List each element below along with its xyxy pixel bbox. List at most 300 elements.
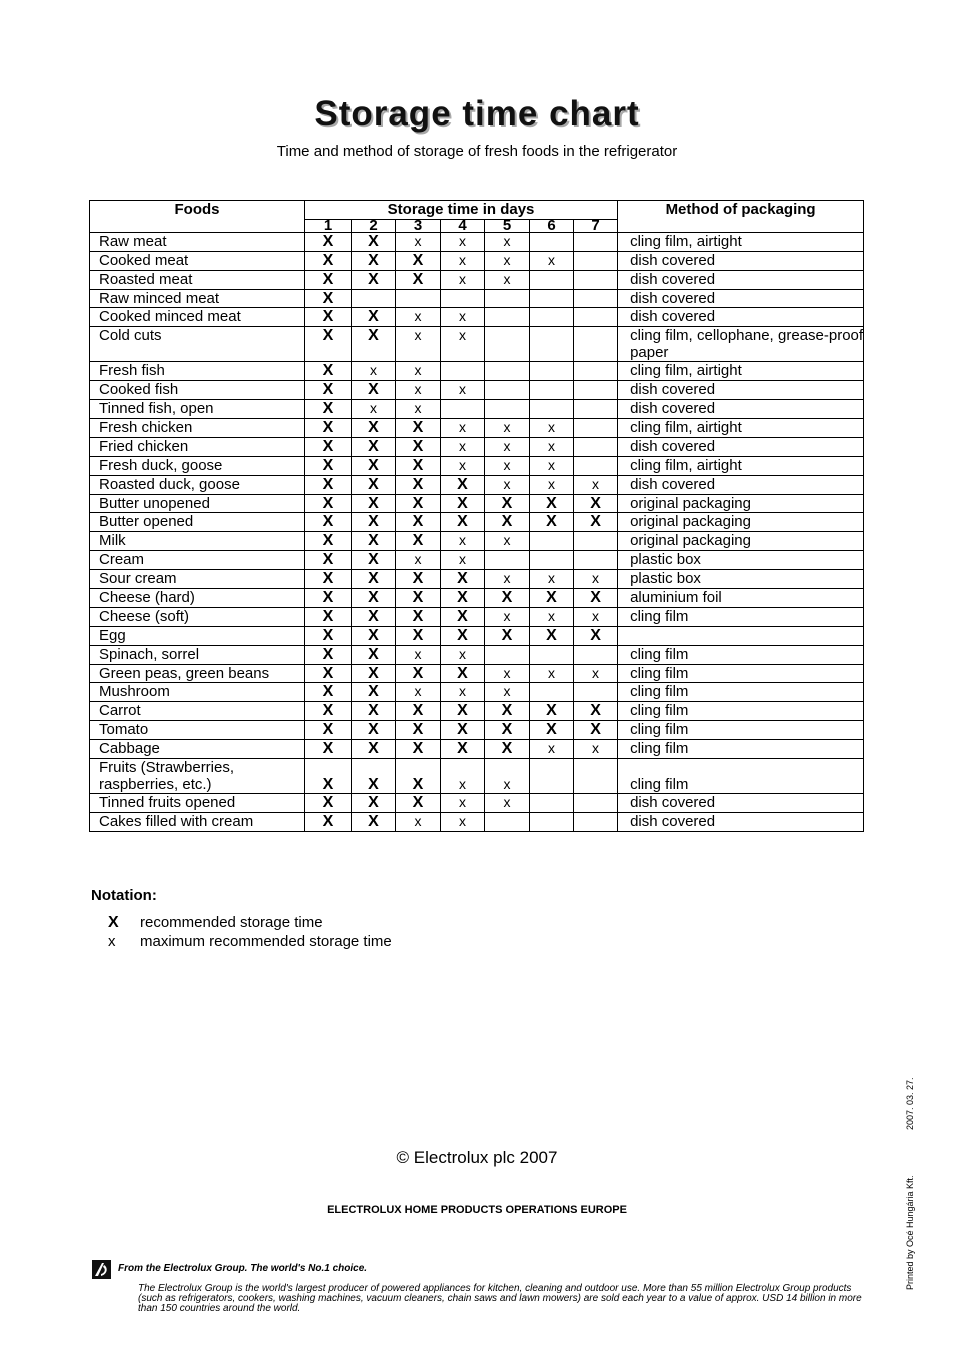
day-number: 2 — [352, 219, 396, 232]
storage-day-cell — [485, 289, 530, 308]
storage-day-cell: X — [352, 419, 396, 438]
table-row — [90, 494, 864, 513]
storage-day-cell — [485, 645, 530, 664]
storage-day-cell: x — [441, 419, 485, 438]
storage-day-cell: X — [530, 513, 574, 532]
storage-day-cell — [530, 327, 574, 362]
storage-day-cell: X — [305, 437, 352, 456]
storage-day-cell: x — [530, 251, 574, 270]
table-body — [90, 232, 864, 831]
packaging-method: cling film — [618, 664, 864, 683]
storage-day-cell: x — [485, 532, 530, 551]
storage-day-cell — [574, 532, 618, 551]
food-name: Fruits (Strawberries, raspberries, etc.) — [90, 759, 305, 794]
storage-day-cell: X — [396, 437, 441, 456]
storage-day-cell: X — [441, 475, 485, 494]
storage-day-cell — [530, 308, 574, 327]
notation-item-maximum — [108, 933, 392, 950]
storage-day-cell: X — [396, 740, 441, 759]
storage-day-cell: X — [305, 381, 352, 400]
storage-day-cell — [530, 532, 574, 551]
storage-day-cell — [485, 381, 530, 400]
day-number: 3 — [396, 219, 441, 232]
storage-day-cell: x — [441, 551, 485, 570]
storage-day-cell: X — [530, 626, 574, 645]
table-row — [90, 683, 864, 702]
storage-day-cell: X — [352, 702, 396, 721]
food-name: Roasted duck, goose — [90, 475, 305, 494]
table-row — [90, 645, 864, 664]
table-row — [90, 419, 864, 438]
food-name: Cooked fish — [90, 381, 305, 400]
storage-day-cell: X — [305, 456, 352, 475]
storage-day-cell: X — [530, 494, 574, 513]
food-name: Fried chicken — [90, 437, 305, 456]
storage-day-cell: X — [396, 513, 441, 532]
storage-day-cell — [441, 289, 485, 308]
storage-day-cell: x — [441, 251, 485, 270]
storage-day-cell: X — [352, 759, 396, 794]
notation-symbol: X — [108, 914, 119, 931]
storage-day-cell: x — [441, 308, 485, 327]
storage-day-cell — [574, 551, 618, 570]
food-name: Cheese (soft) — [90, 607, 305, 626]
food-name: Butter unopened — [90, 494, 305, 513]
storage-day-cell: x — [441, 270, 485, 289]
table-row — [90, 327, 864, 362]
storage-day-cell: x — [485, 759, 530, 794]
storage-day-cell: X — [352, 532, 396, 551]
food-name: Carrot — [90, 702, 305, 721]
storage-day-cell: X — [305, 551, 352, 570]
storage-day-cell: X — [441, 702, 485, 721]
storage-day-cell — [574, 456, 618, 475]
storage-day-cell: X — [305, 475, 352, 494]
packaging-method: dish covered — [618, 437, 864, 456]
packaging-method: cling film — [618, 645, 864, 664]
storage-day-cell: X — [441, 570, 485, 589]
footer-tagline: From the Electrolux Group. The world's No.1 choice. — [118, 1263, 368, 1274]
storage-day-cell: X — [352, 645, 396, 664]
storage-day-cell: X — [574, 589, 618, 608]
storage-day-cell: X — [352, 327, 396, 362]
storage-day-cell — [574, 400, 618, 419]
food-name: Cabbage — [90, 740, 305, 759]
storage-day-cell: x — [530, 437, 574, 456]
packaging-method: cling film, cellophane, grease-proof paper — [618, 327, 864, 362]
storage-day-cell: X — [574, 494, 618, 513]
storage-day-cell: x — [396, 683, 441, 702]
storage-day-cell: X — [485, 513, 530, 532]
food-name: Fresh chicken — [90, 419, 305, 438]
day-number: 1 — [305, 219, 352, 232]
packaging-method: cling film — [618, 721, 864, 740]
day-number: 7 — [574, 219, 618, 232]
storage-day-cell: x — [396, 232, 441, 251]
storage-day-cell: X — [396, 759, 441, 794]
storage-day-cell: x — [530, 570, 574, 589]
storage-day-cell — [485, 812, 530, 831]
storage-day-cell: x — [530, 607, 574, 626]
food-name: Tomato — [90, 721, 305, 740]
food-name: Cakes filled with cream — [90, 812, 305, 831]
storage-day-cell: X — [305, 740, 352, 759]
storage-day-cell: X — [352, 794, 396, 813]
food-name: Butter opened — [90, 513, 305, 532]
storage-day-cell: X — [396, 702, 441, 721]
food-name: Cold cuts — [90, 327, 305, 362]
storage-day-cell: x — [441, 683, 485, 702]
printer-credit: Printed by Océ Hungária Kft. — [905, 1175, 915, 1290]
storage-day-cell: x — [441, 812, 485, 831]
food-name: Mushroom — [90, 683, 305, 702]
storage-day-cell: x — [396, 812, 441, 831]
storage-day-cell: X — [352, 251, 396, 270]
storage-day-cell: X — [305, 513, 352, 532]
storage-day-cell: x — [485, 475, 530, 494]
storage-day-cell — [574, 289, 618, 308]
storage-day-cell: X — [305, 308, 352, 327]
table-row — [90, 400, 864, 419]
storage-day-cell — [574, 327, 618, 362]
notation-title: Notation: — [91, 887, 157, 904]
storage-day-cell — [485, 551, 530, 570]
storage-day-cell: X — [305, 532, 352, 551]
storage-day-cell: X — [441, 513, 485, 532]
storage-day-cell: X — [305, 589, 352, 608]
notation-text: maximum recommended storage time — [140, 933, 392, 950]
storage-day-cell: X — [305, 759, 352, 794]
day-number: 6 — [530, 219, 574, 232]
division-name: ELECTROLUX HOME PRODUCTS OPERATIONS EUROPE — [327, 1204, 627, 1216]
notation-text: recommended storage time — [140, 914, 323, 931]
storage-day-cell: X — [396, 794, 441, 813]
day-number: 5 — [485, 219, 530, 232]
packaging-method: dish covered — [618, 251, 864, 270]
storage-day-cell: x — [441, 381, 485, 400]
packaging-method: cling film — [618, 740, 864, 759]
storage-day-cell — [530, 270, 574, 289]
packaging-method: dish covered — [618, 289, 864, 308]
packaging-method: cling film — [618, 759, 864, 794]
packaging-method: original packaging — [618, 532, 864, 551]
food-name: Fresh duck, goose — [90, 456, 305, 475]
storage-day-cell: X — [396, 251, 441, 270]
storage-day-cell: x — [441, 327, 485, 362]
storage-day-cell: x — [485, 232, 530, 251]
storage-day-cell: x — [530, 419, 574, 438]
table-row — [90, 740, 864, 759]
packaging-method: original packaging — [618, 513, 864, 532]
storage-day-cell: X — [396, 270, 441, 289]
storage-day-cell: X — [352, 513, 396, 532]
table-row — [90, 362, 864, 381]
day-number: 4 — [441, 219, 485, 232]
storage-day-cell: X — [352, 683, 396, 702]
storage-day-cell: X — [441, 494, 485, 513]
storage-day-cell — [352, 289, 396, 308]
storage-day-cell: x — [396, 308, 441, 327]
storage-day-cell: X — [352, 721, 396, 740]
table-row — [90, 308, 864, 327]
storage-day-cell — [441, 400, 485, 419]
food-name: Tinned fruits opened — [90, 794, 305, 813]
storage-day-cell — [574, 645, 618, 664]
storage-day-cell — [485, 327, 530, 362]
storage-day-cell — [530, 683, 574, 702]
page-subtitle: Time and method of storage of fresh foods in the refrigerator — [276, 143, 678, 160]
table-row — [90, 570, 864, 589]
storage-day-cell: x — [441, 456, 485, 475]
storage-day-cell: x — [396, 381, 441, 400]
storage-day-cell — [574, 362, 618, 381]
storage-day-cell: X — [305, 289, 352, 308]
food-name: Cheese (hard) — [90, 589, 305, 608]
storage-day-cell: x — [396, 400, 441, 419]
storage-day-cell: X — [305, 400, 352, 419]
packaging-method: dish covered — [618, 270, 864, 289]
storage-day-cell: x — [530, 475, 574, 494]
food-name: Cooked minced meat — [90, 308, 305, 327]
storage-day-cell: X — [396, 589, 441, 608]
food-name: Milk — [90, 532, 305, 551]
storage-day-cell: X — [396, 532, 441, 551]
storage-day-cell: X — [352, 475, 396, 494]
storage-day-cell — [574, 759, 618, 794]
packaging-method — [618, 626, 864, 645]
table-row — [90, 589, 864, 608]
storage-day-cell: x — [441, 645, 485, 664]
storage-day-cell: X — [352, 570, 396, 589]
packaging-method: cling film, airtight — [618, 456, 864, 475]
storage-day-cell: x — [530, 740, 574, 759]
storage-day-cell — [530, 551, 574, 570]
storage-day-cell — [574, 812, 618, 831]
food-name: Egg — [90, 626, 305, 645]
storage-day-cell: X — [352, 494, 396, 513]
table-row — [90, 702, 864, 721]
storage-day-cell — [530, 794, 574, 813]
storage-day-cell: X — [441, 664, 485, 683]
table-row — [90, 475, 864, 494]
storage-day-cell: x — [485, 437, 530, 456]
storage-day-cell: x — [485, 419, 530, 438]
storage-day-cell: x — [485, 664, 530, 683]
table-row — [90, 532, 864, 551]
table-row — [90, 456, 864, 475]
storage-day-cell: x — [485, 683, 530, 702]
storage-day-cell: x — [441, 232, 485, 251]
storage-day-cell: X — [485, 494, 530, 513]
storage-day-cell: X — [352, 381, 396, 400]
storage-day-cell: X — [305, 419, 352, 438]
copyright: © Electrolux plc 2007 — [396, 1148, 558, 1167]
table-row — [90, 794, 864, 813]
page-title: Storage time chart — [314, 94, 640, 133]
storage-day-cell: X — [352, 551, 396, 570]
storage-day-cell: X — [530, 589, 574, 608]
storage-day-cell: X — [574, 626, 618, 645]
storage-day-cell — [574, 683, 618, 702]
storage-day-cell: X — [396, 626, 441, 645]
storage-day-cell: X — [574, 721, 618, 740]
storage-day-cell: X — [441, 626, 485, 645]
storage-day-cell: X — [441, 589, 485, 608]
table-row — [90, 607, 864, 626]
storage-day-cell: X — [396, 456, 441, 475]
storage-day-cell — [530, 759, 574, 794]
storage-day-cell: X — [574, 702, 618, 721]
storage-day-cell: X — [305, 232, 352, 251]
header-storage-time: Storage time in days — [305, 201, 618, 220]
storage-day-cell: X — [530, 702, 574, 721]
storage-day-cell — [530, 400, 574, 419]
storage-day-cell: X — [305, 270, 352, 289]
storage-day-cell: x — [485, 794, 530, 813]
storage-day-cell: X — [305, 570, 352, 589]
packaging-method: cling film, airtight — [618, 419, 864, 438]
storage-day-cell: X — [441, 607, 485, 626]
packaging-method: plastic box — [618, 570, 864, 589]
storage-day-cell: X — [305, 812, 352, 831]
food-name: Cream — [90, 551, 305, 570]
storage-day-cell: x — [485, 570, 530, 589]
storage-day-cell — [530, 362, 574, 381]
storage-day-cell: X — [305, 626, 352, 645]
packaging-method: dish covered — [618, 794, 864, 813]
storage-day-cell: X — [396, 570, 441, 589]
storage-day-cell: X — [305, 721, 352, 740]
table-row — [90, 232, 864, 251]
packaging-method: cling film, airtight — [618, 232, 864, 251]
storage-day-cell: X — [352, 607, 396, 626]
table-row — [90, 551, 864, 570]
storage-day-cell — [441, 362, 485, 381]
table-row — [90, 812, 864, 831]
storage-day-cell — [485, 400, 530, 419]
storage-day-cell: x — [441, 794, 485, 813]
notation-item-recommended — [108, 914, 323, 932]
table-row — [90, 289, 864, 308]
packaging-method: dish covered — [618, 381, 864, 400]
food-name: Green peas, green beans — [90, 664, 305, 683]
table-row — [90, 381, 864, 400]
storage-day-cell: X — [352, 270, 396, 289]
storage-day-cell: x — [485, 251, 530, 270]
storage-day-cell: x — [352, 362, 396, 381]
storage-day-cell: X — [305, 251, 352, 270]
notation-symbol: x — [108, 933, 116, 950]
storage-day-cell: X — [396, 721, 441, 740]
storage-day-cell — [574, 437, 618, 456]
food-name: Spinach, sorrel — [90, 645, 305, 664]
storage-day-cell: x — [485, 456, 530, 475]
storage-day-cell: X — [352, 626, 396, 645]
packaging-method: aluminium foil — [618, 589, 864, 608]
footer-about: The Electrolux Group is the world's largest producer of powered appliances for kitchen, cleaning and outdoor use. More than 55 million Electrolux Group products (such as refrigerators, cookers, washing machines, vacuum cleaners, chain saws and lawn mowers) are sold each year to a value of approx. USD 14 billion in more than 150 countries around the world. — [138, 1283, 862, 1314]
storage-day-cell — [485, 362, 530, 381]
storage-day-cell: X — [485, 740, 530, 759]
storage-day-cell: x — [441, 532, 485, 551]
storage-day-cell: X — [352, 437, 396, 456]
storage-day-cell: X — [352, 232, 396, 251]
storage-day-cell: X — [352, 812, 396, 831]
packaging-method: dish covered — [618, 475, 864, 494]
storage-day-cell: x — [574, 740, 618, 759]
food-name: Fresh fish — [90, 362, 305, 381]
storage-day-cell — [574, 381, 618, 400]
storage-time-table — [89, 200, 864, 832]
food-name: Cooked meat — [90, 251, 305, 270]
table-row — [90, 251, 864, 270]
storage-day-cell — [530, 381, 574, 400]
storage-day-cell — [530, 289, 574, 308]
header-foods: Foods — [90, 201, 305, 233]
storage-day-cell — [574, 251, 618, 270]
storage-day-cell: X — [305, 494, 352, 513]
storage-day-cell: x — [530, 456, 574, 475]
storage-day-cell: X — [396, 607, 441, 626]
storage-day-cell: X — [352, 589, 396, 608]
electrolux-logo-icon — [92, 1260, 111, 1279]
storage-day-cell: X — [305, 794, 352, 813]
header-method: Method of packaging — [618, 201, 864, 233]
food-name: Tinned fish, open — [90, 400, 305, 419]
packaging-method: cling film, airtight — [618, 362, 864, 381]
storage-day-cell: X — [485, 721, 530, 740]
table-row — [90, 721, 864, 740]
packaging-method: dish covered — [618, 400, 864, 419]
storage-day-cell: X — [305, 607, 352, 626]
storage-day-cell: X — [305, 645, 352, 664]
storage-day-cell — [530, 812, 574, 831]
food-name: Sour cream — [90, 570, 305, 589]
packaging-method: cling film — [618, 683, 864, 702]
table-row — [90, 664, 864, 683]
storage-day-cell: X — [305, 664, 352, 683]
storage-day-cell: X — [485, 702, 530, 721]
storage-day-cell: X — [352, 308, 396, 327]
storage-day-cell: x — [396, 362, 441, 381]
storage-day-cell — [574, 794, 618, 813]
storage-day-cell: x — [441, 437, 485, 456]
storage-day-cell: X — [352, 664, 396, 683]
storage-day-cell: x — [485, 607, 530, 626]
table-row — [90, 437, 864, 456]
storage-day-cell: X — [352, 740, 396, 759]
storage-day-cell: x — [396, 645, 441, 664]
storage-day-cell: X — [396, 475, 441, 494]
table-row — [90, 626, 864, 645]
print-date: 2007. 03. 27. — [905, 1077, 915, 1130]
storage-day-cell: x — [485, 270, 530, 289]
storage-day-cell: X — [352, 456, 396, 475]
packaging-method: cling film — [618, 607, 864, 626]
storage-day-cell: x — [530, 664, 574, 683]
storage-day-cell: X — [396, 664, 441, 683]
storage-day-cell — [574, 308, 618, 327]
storage-day-cell: x — [441, 759, 485, 794]
storage-day-cell: X — [305, 327, 352, 362]
storage-day-cell — [530, 645, 574, 664]
storage-day-cell — [485, 308, 530, 327]
storage-day-cell: x — [352, 400, 396, 419]
food-name: Roasted meat — [90, 270, 305, 289]
storage-day-cell — [574, 232, 618, 251]
storage-day-cell — [574, 270, 618, 289]
storage-day-cell: X — [441, 721, 485, 740]
packaging-method: original packaging — [618, 494, 864, 513]
